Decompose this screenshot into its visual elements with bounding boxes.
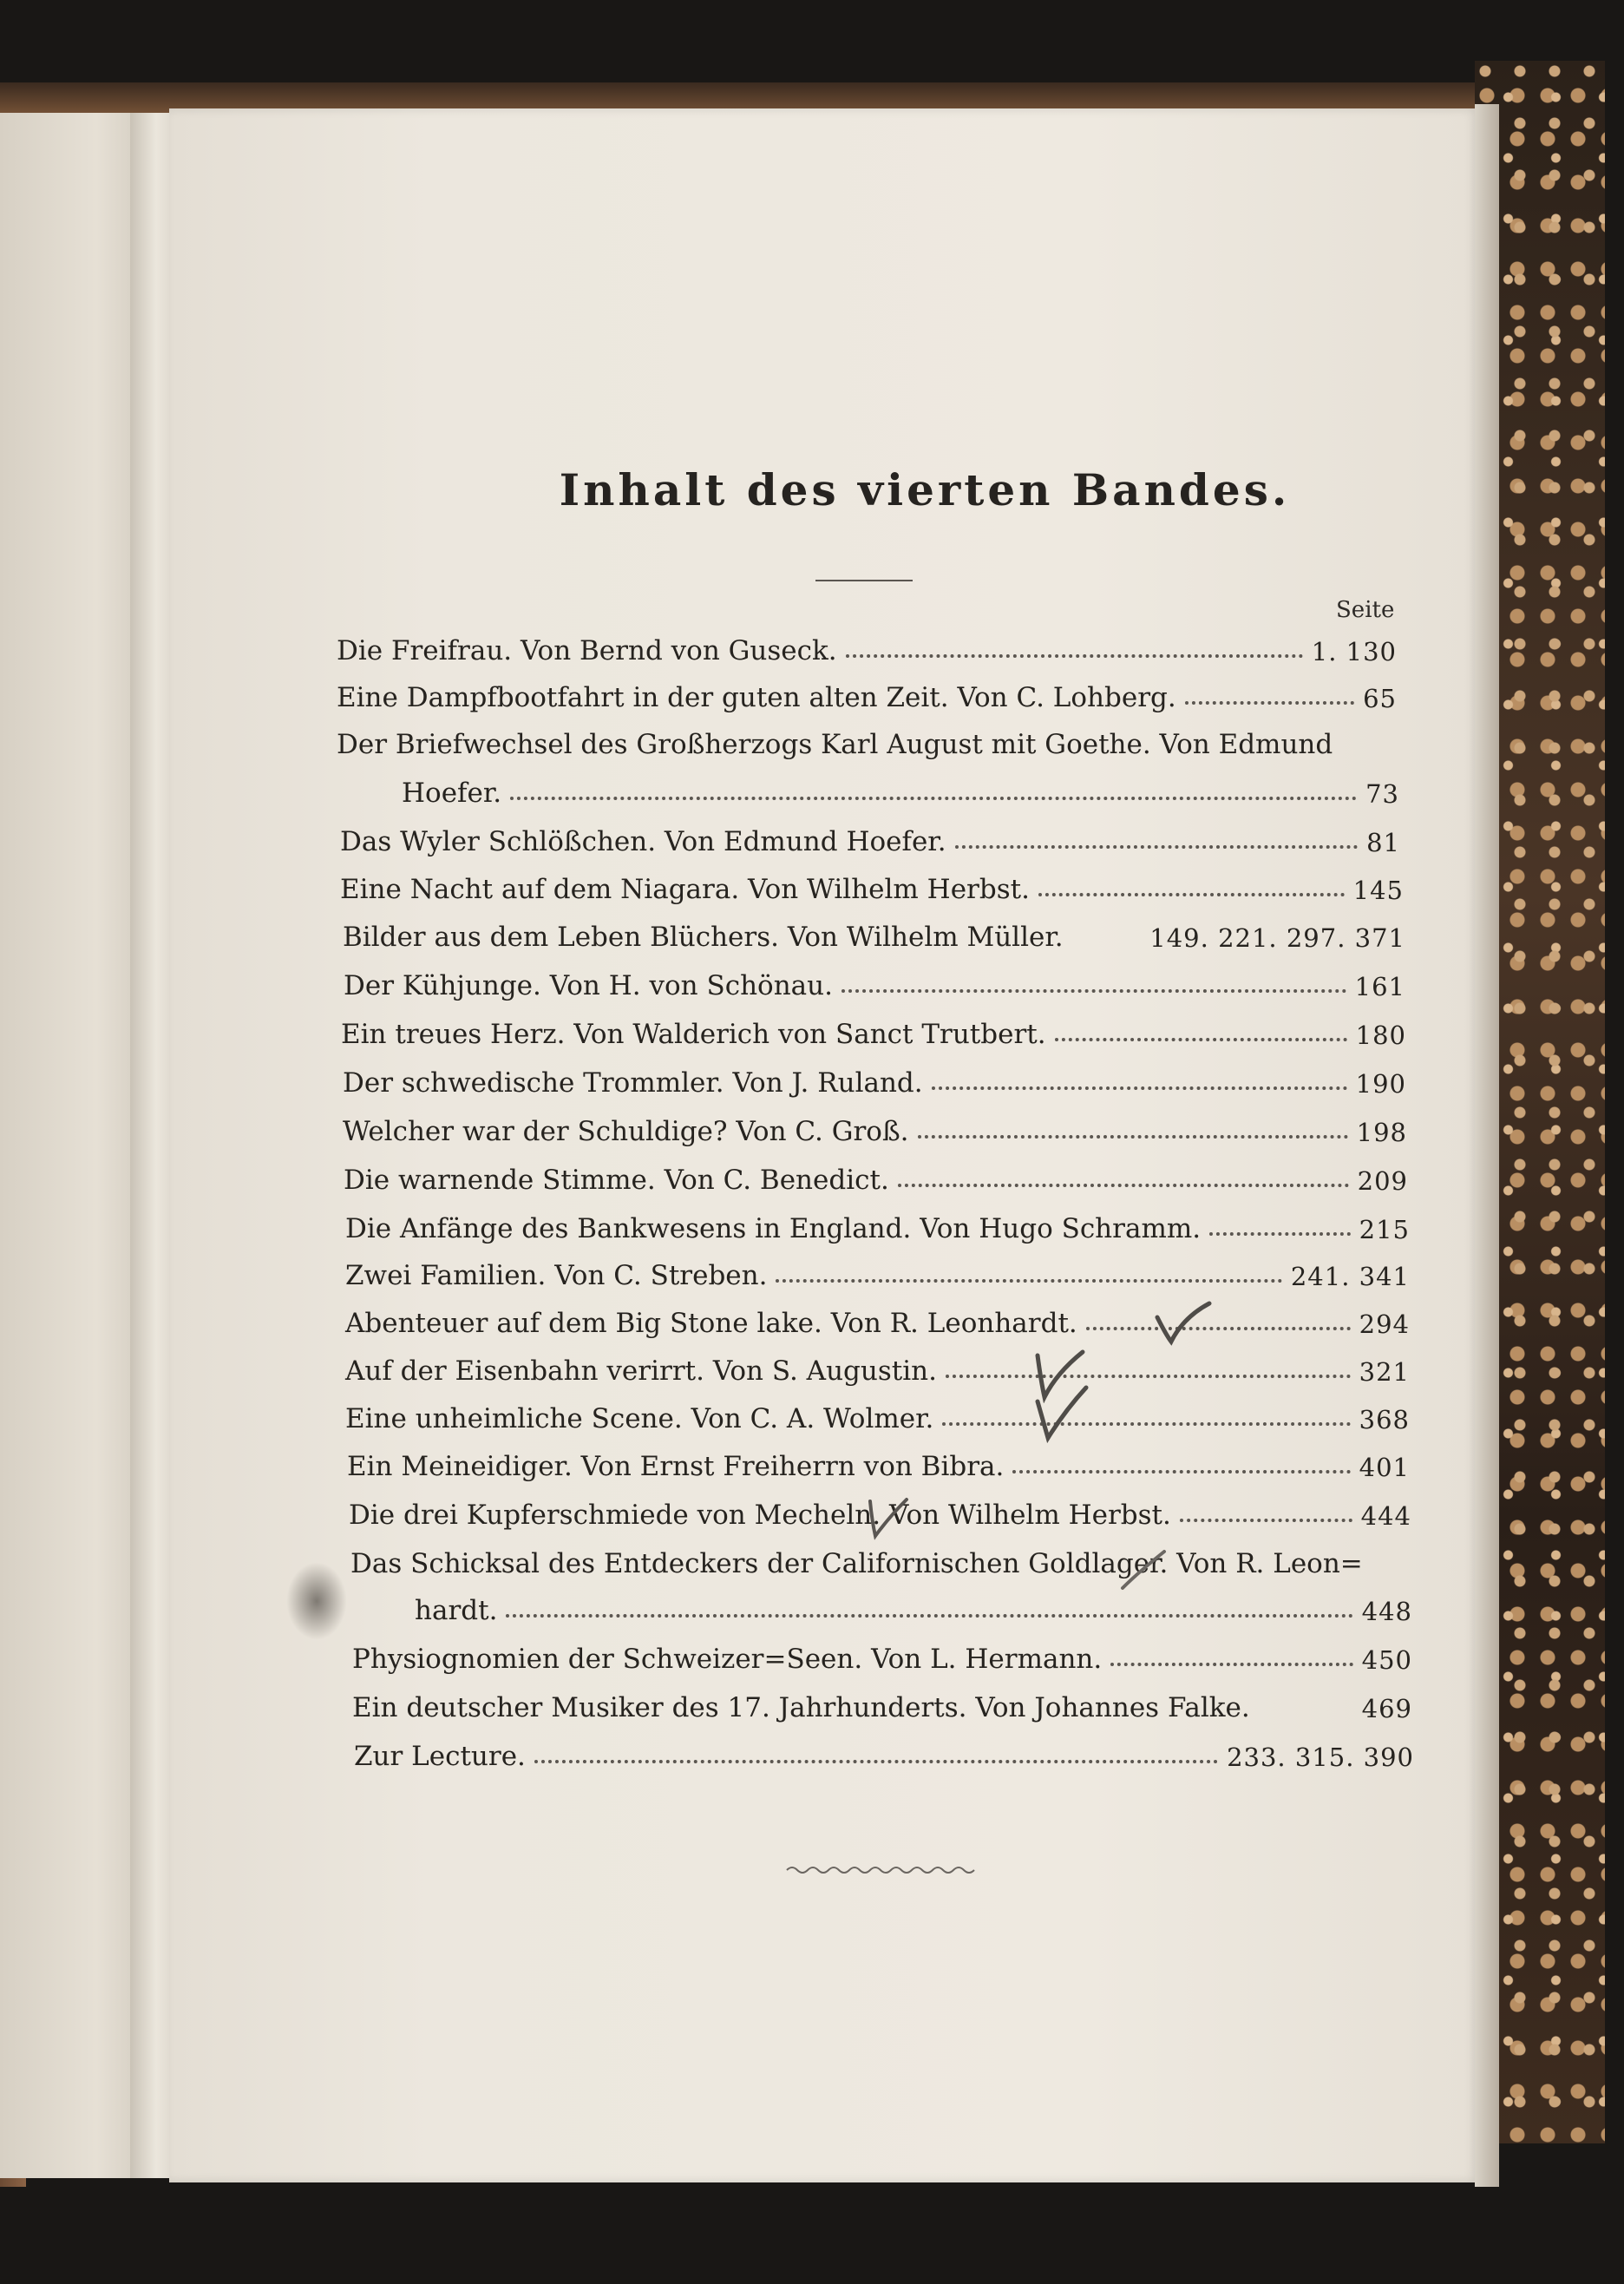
toc-entry: [340, 816, 1400, 857]
handwritten-mark: [1117, 1546, 1169, 1594]
toc-entry: [345, 1297, 1410, 1339]
entry-title: Der Kühjunge. Von H. von Schönau.: [344, 970, 833, 1001]
entry-title: Hoefer.: [402, 778, 502, 809]
ink-smudge: [286, 1562, 347, 1640]
entry-title: Das Wyler Schlößchen. Von Edmund Hoefer.: [340, 826, 946, 857]
toc-entry: [345, 1393, 1410, 1434]
entry-title: Abenteuer auf dem Big Stone lake. Von R. Leonhardt.: [345, 1308, 1077, 1339]
entry-title: Ein Meineidiger. Von Ernst Freiherrn von Bibra.: [347, 1451, 1005, 1482]
entry-title: Physiognomien der Schweizer=Seen. Von L. Hermann.: [352, 1644, 1103, 1675]
entry-pages: 294: [1359, 1309, 1410, 1339]
entry-pages: 65: [1363, 684, 1397, 713]
seite-label: Seite: [1336, 597, 1395, 623]
end-ornament: [785, 1864, 980, 1876]
entry-pages: 1. 130: [1311, 637, 1397, 666]
entry-pages: 444: [1360, 1501, 1411, 1531]
entry-pages: 469: [1361, 1694, 1412, 1723]
entry-title: Der Briefwechsel des Großherzogs Karl August mit Goethe. Von Edmund: [337, 729, 1333, 760]
entry-title: Zwei Familien. Von C. Streben.: [345, 1260, 768, 1291]
entry-title: Die warnende Stimme. Von C. Benedict.: [344, 1165, 889, 1196]
entry-pages: 448: [1361, 1597, 1412, 1626]
toc-entry: [354, 1730, 1414, 1772]
entry-pages: 149. 221. 297. 371: [1149, 923, 1405, 953]
toc-entry: [337, 719, 1397, 760]
entry-title: Der schwedische Trommler. Von J. Ruland.: [343, 1067, 923, 1099]
toc-entry: [343, 1106, 1407, 1147]
toc-entry: [344, 1154, 1408, 1196]
toc-entry: [350, 1538, 1413, 1579]
toc-entry: [345, 1345, 1410, 1387]
toc-entry: [343, 1057, 1406, 1099]
entry-title: Die Anfänge des Bankwesens in England. Von Hugo Schramm.: [345, 1213, 1202, 1244]
entry-pages: 180: [1355, 1021, 1406, 1050]
toc-entry: [402, 767, 1399, 809]
toc-entry: [347, 1441, 1410, 1482]
entry-title: Eine Nacht auf dem Niagara. Von Wilhelm Herbst.: [340, 874, 1030, 905]
entry-title: Eine unheimliche Scene. Von C. A. Wolmer.: [345, 1403, 934, 1434]
toc-entry: [341, 1008, 1406, 1050]
entry-title: Ein treues Herz. Von Walderich von Sanct Trutbert.: [341, 1019, 1046, 1050]
handwritten-mark: [863, 1494, 915, 1542]
page-title: Inhalt des vierten Bandes.: [559, 464, 1291, 515]
entry-pages: 161: [1354, 972, 1405, 1001]
handwritten-checkmark: [1032, 1384, 1093, 1445]
toc-entry: [337, 672, 1397, 713]
entry-pages: 368: [1359, 1405, 1410, 1434]
entry-pages: 73: [1365, 779, 1399, 809]
toc-entry: [343, 911, 1405, 953]
entry-pages: 215: [1359, 1215, 1410, 1244]
toc-entry: [352, 1633, 1412, 1675]
toc-entry: [344, 960, 1405, 1001]
entry-pages: 241. 341: [1290, 1262, 1410, 1291]
entry-title: Die Freifrau. Von Bernd von Guseck.: [337, 635, 837, 666]
toc-entry: [345, 1203, 1410, 1244]
entry-pages: 233. 315. 390: [1227, 1743, 1414, 1772]
entry-title: Ein deutscher Musiker des 17. Jahrhunderts. Von Johannes Falke.: [352, 1692, 1250, 1723]
toc-entry: [340, 863, 1404, 905]
entry-title: Das Schicksal des Entdeckers der Californischen Goldlager. Von R. Leon=: [350, 1548, 1363, 1579]
toc-entry: [352, 1682, 1412, 1723]
entry-title: Zur Lecture.: [354, 1741, 526, 1772]
entry-title: Eine Dampfbootfahrt in der guten alten Zeit. Von C. Lohberg.: [337, 682, 1176, 713]
entry-pages: 81: [1366, 828, 1400, 857]
toc-entry: [415, 1585, 1412, 1626]
entry-title: Bilder aus dem Leben Blüchers. Von Wilhelm Müller.: [343, 922, 1064, 953]
entry-pages: 198: [1356, 1118, 1407, 1147]
toc-entry: [337, 625, 1397, 666]
entry-pages: 321: [1359, 1357, 1410, 1387]
entry-title: hardt.: [415, 1595, 498, 1626]
entry-title: Welcher war der Schuldige? Von C. Groß.: [343, 1116, 909, 1147]
entry-pages: 401: [1359, 1453, 1410, 1482]
entry-pages: 209: [1357, 1166, 1408, 1196]
entry-pages: 190: [1355, 1069, 1406, 1099]
entry-title: Auf der Eisenbahn verirrt. Von S. Augustin.: [345, 1355, 937, 1387]
entry-title: Die drei Kupferschmiede von Mecheln. Von Wilhelm Herbst.: [349, 1500, 1171, 1531]
handwritten-checkmark: [1154, 1300, 1215, 1348]
entry-pages: 450: [1361, 1645, 1412, 1675]
entry-pages: 145: [1352, 876, 1404, 905]
toc-entry: [345, 1250, 1410, 1291]
